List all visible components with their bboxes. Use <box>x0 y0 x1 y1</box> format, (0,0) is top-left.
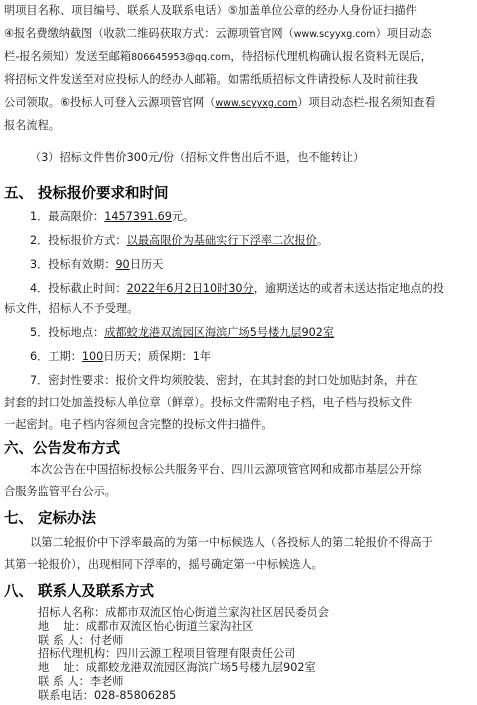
deadline-note: 标文件，招标人不予受理。 <box>4 302 139 315</box>
item-deadline <box>30 282 477 296</box>
item-label: 1．最高限价： <box>30 210 105 223</box>
intro-text: ）项目动态栏-报名须知查看 <box>297 96 436 109</box>
contact-agency-address <box>38 661 477 675</box>
item-deadline-cont <box>4 302 477 316</box>
contact-tenderer-name <box>38 606 477 620</box>
publish-text: 本次公告在中国招标投标公共服务平台、四川云源项管官网和成都市基层公开综 <box>30 463 422 476</box>
item-sealing <box>30 374 477 388</box>
contact-agency-person <box>38 675 477 689</box>
item-sealing-3 <box>4 418 477 432</box>
contact-text: 联系电话：028-85806285 <box>38 688 177 702</box>
fee-line <box>30 151 477 165</box>
publish-text: 合服务监管平台公示。 <box>4 485 116 498</box>
contact-text: 地 址：成都蛟龙港双流园区海滨广场5号楼九层902室 <box>38 661 316 675</box>
item-validity <box>30 258 477 272</box>
publish-paragraph <box>30 463 477 477</box>
intro-line-6 <box>4 119 477 133</box>
punctuation: 。 <box>316 234 329 247</box>
award-paragraph-2 <box>4 558 477 572</box>
section-5-heading: 五、 投标报价要求和时间 <box>4 185 169 202</box>
item-label: 6．工期： <box>30 350 82 363</box>
award-text: 其第一轮报价），出现相同下浮率的，摇号确定第一中标候选人。 <box>4 558 323 571</box>
website-link[interactable]: www.scyyxg.com <box>215 98 298 109</box>
duration-note: 日历天；质保期：1年 <box>103 350 212 363</box>
intro-line-1 <box>4 4 477 18</box>
intro-text: ④报名费缴纳截图（收款二维码获取方式：云源项管官网（ <box>4 27 294 40</box>
item-location <box>30 326 477 340</box>
section-8-heading: 八、 联系人及联系方式 <box>4 583 155 600</box>
email-address[interactable]: 806645953@qq.com <box>131 52 231 63</box>
max-price-value: 1457391.69 <box>104 210 172 223</box>
contact-agency-name <box>38 647 477 661</box>
contact-text: 招标代理机构：四川云源工程项目管理有限责任公司 <box>38 647 296 661</box>
award-text: 以第二轮报价中下浮率最高的为第一中标候选人（各投标人的第二轮报价不得高于 <box>30 536 433 549</box>
contact-text: 招标人名称：成都市双流区怡心街道兰家沟社区居民委员会 <box>38 606 329 619</box>
award-paragraph <box>30 536 477 550</box>
intro-line-3 <box>4 50 477 65</box>
bid-method-value: 以最高限价为基础实行下浮率二次报价 <box>126 234 317 247</box>
intro-text: 报名流程。 <box>4 119 60 132</box>
contact-tenderer-person <box>38 634 477 648</box>
section-7-heading: 七、 定标办法 <box>4 510 97 527</box>
validity-value: 90 <box>115 258 130 271</box>
deadline-note: ，逾期送达的或者未送达指定地点的投 <box>253 282 444 295</box>
location-value: 成都蛟龙港双流园区海滨广场5号楼九层902室 <box>104 326 335 339</box>
contact-text: 联 系 人：付老师 <box>38 633 124 647</box>
item-sealing-2 <box>4 396 477 410</box>
contact-tenderer-address <box>38 620 477 634</box>
intro-line-2 <box>4 27 477 42</box>
deadline-value: 2022年6月2日10时30分 <box>126 282 254 295</box>
document-fee-text: （3）招标文件售价300元/份（招标文件售出后不退，也不能转让） <box>30 151 365 164</box>
contact-text: 地 址：成都市双流区怡心街道兰家沟社区 <box>38 619 254 633</box>
item-label: 5．投标地点： <box>30 326 105 339</box>
intro-text: ，待招标代理机构确认报名资料无误后， <box>230 50 432 63</box>
intro-text: 明项目名称、项目编号、联系人及联系电话）⑤加盖单位公章的经办人身份证扫描件 <box>4 4 417 17</box>
intro-text: 公司领取。⑥投标人可登入云源项管官网（ <box>4 96 216 109</box>
contact-phone <box>38 689 477 703</box>
item-max-price <box>30 210 477 224</box>
publish-paragraph-2 <box>4 485 477 499</box>
intro-text: ）项目动态 <box>375 27 432 40</box>
intro-text: 栏-报名须知）发送至邮箱 <box>4 50 132 63</box>
item-label: 2．投标报价方式： <box>30 234 127 247</box>
duration-value: 100 <box>81 350 104 363</box>
intro-text: 将招标文件发送至对应投标人的经办人邮箱。如需纸质招标文件请投标人及时前往我 <box>4 73 418 86</box>
intro-line-5 <box>4 96 477 111</box>
sealing-text: 7．密封性要求：报价文件均须胶装、密封，在其封套的封口处加贴封条，并在 <box>30 374 418 387</box>
item-label: 4．投标截止时间： <box>30 282 127 295</box>
unit: 日历天 <box>129 258 164 271</box>
sealing-text: 封套的封口处加盖投标人单位章（鲜章）。投标文件需附电子档，电子档与投标文件 <box>4 396 413 409</box>
item-bid-method <box>30 234 477 248</box>
item-duration <box>30 350 477 364</box>
website-link[interactable]: www.scyyxg.com <box>293 29 376 40</box>
item-label: 3．投标有效期： <box>30 258 116 271</box>
section-6-heading: 六、公告发布方式 <box>4 440 120 457</box>
sealing-text: 一起密封。电子档内容须包含完整的投标文件扫描件。 <box>4 418 273 431</box>
intro-line-4 <box>4 73 477 87</box>
unit: 元。 <box>171 210 195 223</box>
contact-text: 联 系 人：李老师 <box>38 675 124 688</box>
